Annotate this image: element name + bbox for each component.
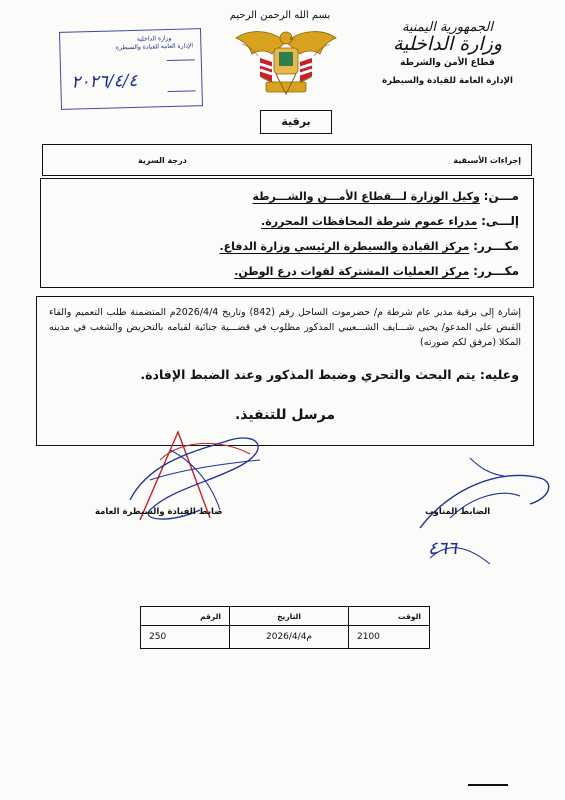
info-table	[140, 606, 430, 649]
message-body	[36, 296, 534, 446]
priority-label: إجراءات الأسبقية	[453, 156, 521, 165]
right-signature-number: ٤٦٦	[428, 538, 458, 559]
ministry-name: وزارة الداخلية	[392, 33, 503, 55]
closing-line: مرسل للتنفيذ.	[234, 407, 336, 423]
number-header: الرقم	[141, 607, 230, 626]
body-paragraph: إشارة إلى برقية مدير عام شرطة م/ حضرموت الساحل رقم (842) وتاريخ 2026/4/4م المتضمنة طلب التعميم والقاء القبض على المدعو/ يحيى شـــايف الشـــعيبي المذكور مطلوب في قضـــية جنائية لقيامه بالتحريض والشغب في مدينه المكلا (مرفق لكم صورته)	[49, 307, 521, 348]
cc-line-1: مكـــرر: مركز القيادة والسيطرة الرئيسي وزارة الدفاع.	[219, 239, 519, 253]
stamp-text: وزارة الداخلية الإدارة العامة للقيادة والسيطرة	[115, 34, 194, 52]
date-header: التاريخ	[230, 607, 349, 626]
right-signature-label: الضابط المناوب	[425, 507, 491, 517]
incoming-stamp	[59, 28, 203, 110]
ministry-header	[360, 20, 535, 86]
left-signature-label: ضابط القيادة والسيطرة العامة	[95, 507, 223, 517]
country-name: الجمهورية اليمنية	[401, 20, 493, 35]
address-block	[40, 178, 534, 288]
document-title: برقية	[260, 110, 332, 134]
meta-row	[42, 144, 532, 176]
table-row	[141, 626, 430, 649]
directive-line: وعليه: يتم البحث والتحري وضبط المذكور وعند الضبط الإفادة.	[140, 367, 519, 382]
bottom-divider	[468, 784, 508, 786]
from-line: مـــن: وكيل الوزارة لـــقطاع الأمـــن والشـــرطة	[252, 189, 519, 203]
number-cell: 250	[141, 626, 230, 649]
eagle-emblem-icon	[232, 24, 340, 104]
sector-name: قطاع الأمن والشرطة	[400, 58, 495, 68]
cc-line-2: مكـــرر: مركز العمليات المشتركة لقوات درع الوطن.	[234, 264, 519, 278]
table-header-row	[141, 607, 430, 626]
time-header: الوقت	[349, 607, 430, 626]
date-cell: 2026/4/4م	[230, 626, 349, 649]
basmala: بسم الله الرحمن الرحيم	[229, 10, 331, 21]
department-name: الإدارة العامة للقيادة والسيطرة	[382, 76, 513, 86]
secrecy-label: درجة السرية	[138, 156, 187, 165]
stamp-lines	[167, 59, 196, 92]
time-cell: 2100	[349, 626, 430, 649]
stamp-handwritten-date: ٢٠٢٦/٤/٤	[71, 70, 138, 93]
to-line: إلـــى: مدراء عموم شرطة المحافظات المحررة.	[261, 214, 519, 228]
